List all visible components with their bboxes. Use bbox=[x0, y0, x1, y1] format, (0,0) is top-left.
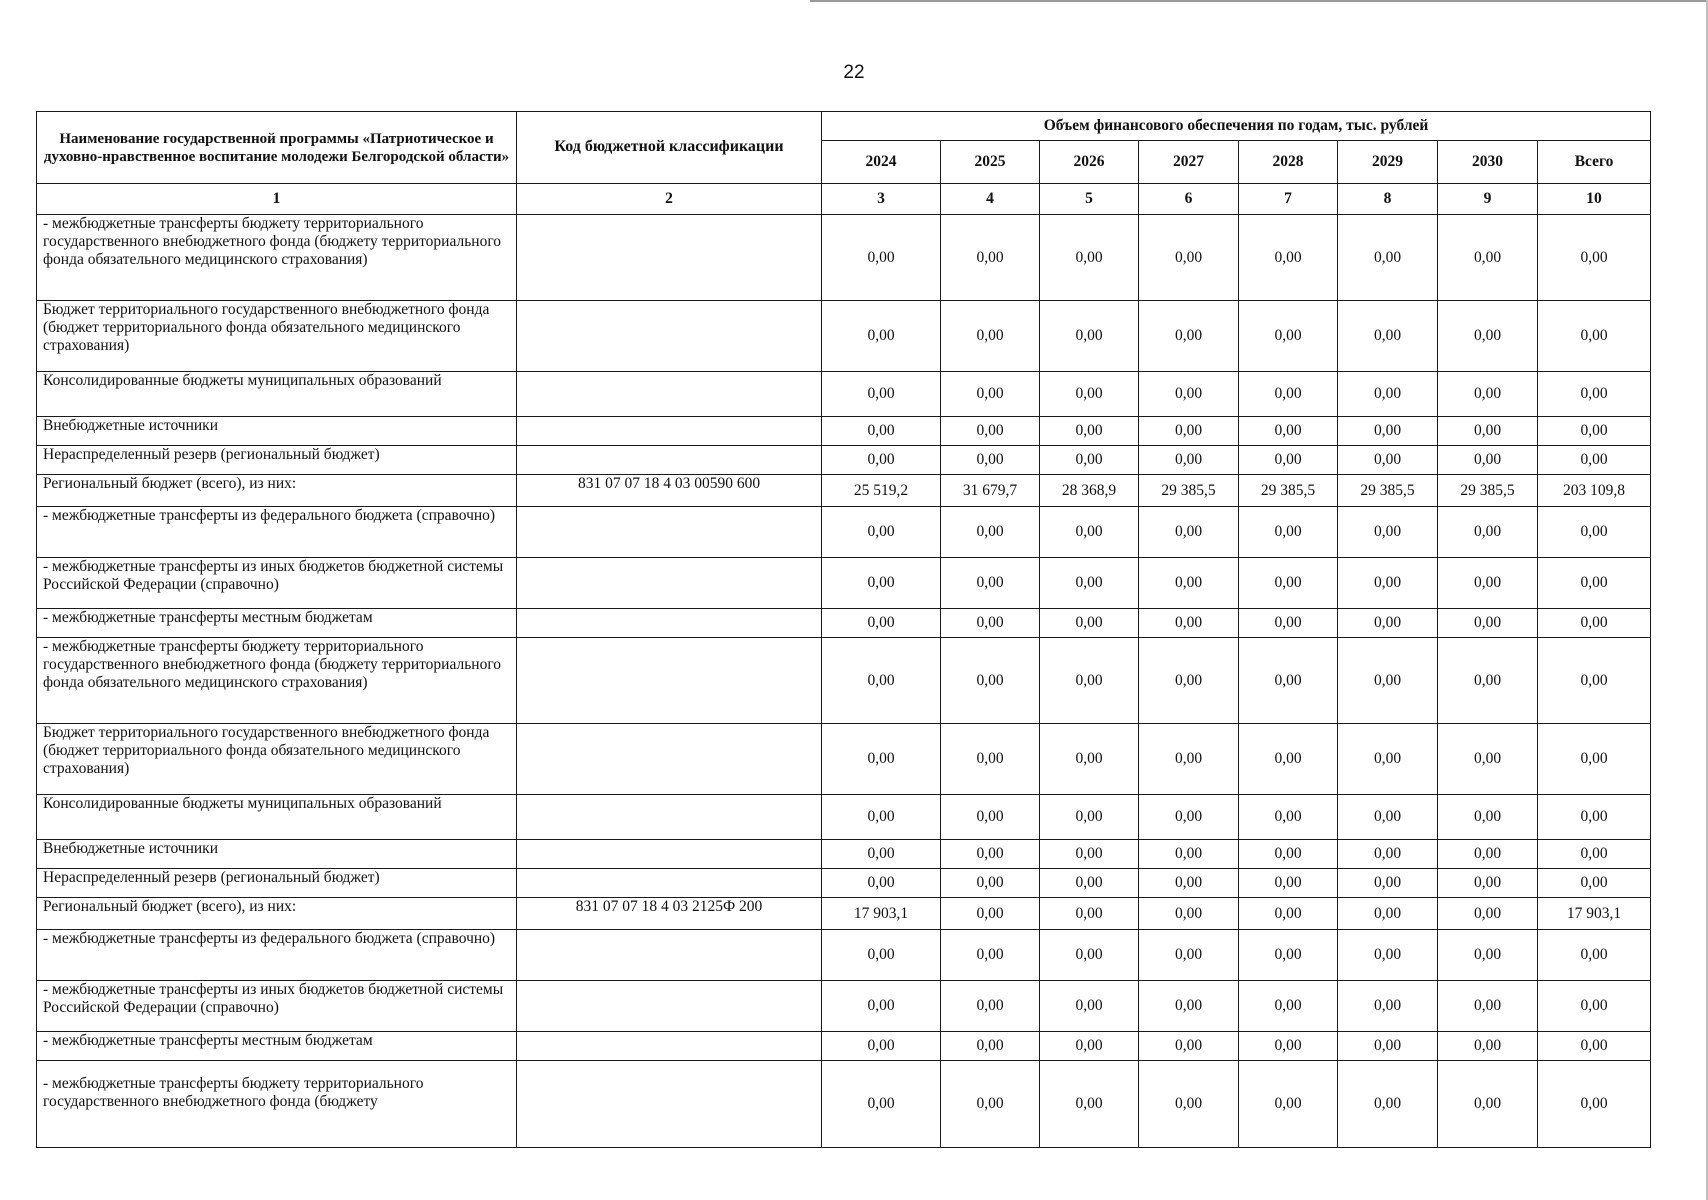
row-year-value: 0,00 bbox=[941, 1032, 1040, 1061]
row-year-value: 0,00 bbox=[1239, 1061, 1338, 1148]
row-year-value: 0,00 bbox=[822, 930, 941, 981]
row-year-value: 0,00 bbox=[1139, 840, 1239, 869]
header-program-name: Наименование государственной программы «Патриотическое и духовно-нравственное воспитание молодежи Белгородской области» bbox=[37, 112, 517, 184]
row-total-value: 17 903,1 bbox=[1538, 898, 1651, 930]
row-year-value: 0,00 bbox=[941, 930, 1040, 981]
row-year-value: 0,00 bbox=[941, 981, 1040, 1032]
row-budget-code bbox=[517, 869, 822, 898]
row-year-value: 0,00 bbox=[1139, 215, 1239, 301]
column-number: 9 bbox=[1438, 184, 1538, 215]
row-year-value: 0,00 bbox=[1438, 609, 1538, 638]
row-total-value: 0,00 bbox=[1538, 981, 1651, 1032]
column-number: 8 bbox=[1338, 184, 1438, 215]
row-year-value: 25 519,2 bbox=[822, 475, 941, 507]
row-year-value: 0,00 bbox=[1040, 1032, 1139, 1061]
table-row bbox=[37, 795, 1651, 840]
row-year-value: 0,00 bbox=[1239, 981, 1338, 1032]
row-year-value: 0,00 bbox=[941, 869, 1040, 898]
table-row bbox=[37, 609, 1651, 638]
row-year-value: 0,00 bbox=[1338, 507, 1438, 558]
row-year-value: 0,00 bbox=[1338, 869, 1438, 898]
row-budget-code bbox=[517, 301, 822, 372]
row-year-value: 0,00 bbox=[822, 795, 941, 840]
row-name: - межбюджетные трансферты из иных бюджетов бюджетной системы Российской Федерации (справочно) bbox=[37, 558, 517, 609]
row-year-value: 0,00 bbox=[1040, 372, 1139, 417]
row-year-value: 0,00 bbox=[822, 301, 941, 372]
row-year-value: 0,00 bbox=[1040, 1061, 1139, 1148]
row-budget-code bbox=[517, 446, 822, 475]
row-name: - межбюджетные трансферты бюджету территориального государственного внебюджетного фонда (бюджету bbox=[37, 1061, 517, 1148]
row-year-value: 0,00 bbox=[1040, 609, 1139, 638]
column-number: 3 bbox=[822, 184, 941, 215]
table-row bbox=[37, 446, 1651, 475]
row-year-value: 0,00 bbox=[941, 301, 1040, 372]
row-year-value: 0,00 bbox=[1338, 301, 1438, 372]
row-name: - межбюджетные трансферты бюджету территориального государственного внебюджетного фонда (бюджету территориального фонда обязательного медицинского страхования) bbox=[37, 638, 517, 724]
row-name: - межбюджетные трансферты из иных бюджетов бюджетной системы Российской Федерации (справочно) bbox=[37, 981, 517, 1032]
row-name: Внебюджетные источники bbox=[37, 417, 517, 446]
row-budget-code bbox=[517, 507, 822, 558]
row-year-value: 0,00 bbox=[1438, 981, 1538, 1032]
row-year-value: 0,00 bbox=[1239, 609, 1338, 638]
row-year-value: 0,00 bbox=[1338, 372, 1438, 417]
table-row bbox=[37, 1032, 1651, 1061]
row-year-value: 0,00 bbox=[822, 446, 941, 475]
row-year-value: 0,00 bbox=[1438, 1061, 1538, 1148]
row-year-value: 29 385,5 bbox=[1338, 475, 1438, 507]
header-year: 2024 bbox=[822, 141, 941, 184]
row-budget-code bbox=[517, 609, 822, 638]
row-year-value: 0,00 bbox=[1438, 869, 1538, 898]
row-name: Нераспределенный резерв (региональный бюджет) bbox=[37, 869, 517, 898]
column-number: 4 bbox=[941, 184, 1040, 215]
page-number: 22 bbox=[843, 62, 865, 83]
row-total-value: 0,00 bbox=[1538, 609, 1651, 638]
row-budget-code bbox=[517, 638, 822, 724]
row-total-value: 0,00 bbox=[1538, 446, 1651, 475]
row-year-value: 0,00 bbox=[1139, 507, 1239, 558]
row-year-value: 0,00 bbox=[1438, 840, 1538, 869]
row-year-value: 0,00 bbox=[941, 215, 1040, 301]
table-row bbox=[37, 215, 1651, 301]
row-year-value: 0,00 bbox=[1239, 840, 1338, 869]
row-year-value: 0,00 bbox=[1239, 215, 1338, 301]
row-year-value: 0,00 bbox=[941, 1061, 1040, 1148]
row-year-value: 0,00 bbox=[1239, 301, 1338, 372]
row-year-value: 0,00 bbox=[1438, 898, 1538, 930]
row-total-value: 0,00 bbox=[1538, 1061, 1651, 1148]
row-year-value: 0,00 bbox=[1040, 724, 1139, 795]
row-year-value: 0,00 bbox=[1139, 609, 1239, 638]
table-row bbox=[37, 507, 1651, 558]
row-name: Региональный бюджет (всего), из них: bbox=[37, 475, 517, 507]
row-year-value: 0,00 bbox=[1139, 558, 1239, 609]
row-year-value: 0,00 bbox=[1338, 417, 1438, 446]
table-row bbox=[37, 898, 1651, 930]
row-budget-code: 831 07 07 18 4 03 00590 600 bbox=[517, 475, 822, 507]
row-year-value: 0,00 bbox=[1239, 869, 1338, 898]
header-year: 2029 bbox=[1338, 141, 1438, 184]
row-year-value: 0,00 bbox=[1239, 558, 1338, 609]
scan-edge-top bbox=[810, 0, 1708, 2]
row-year-value: 0,00 bbox=[822, 724, 941, 795]
row-year-value: 0,00 bbox=[1040, 981, 1139, 1032]
row-year-value: 0,00 bbox=[822, 981, 941, 1032]
row-year-value: 0,00 bbox=[1139, 1032, 1239, 1061]
row-year-value: 0,00 bbox=[941, 795, 1040, 840]
row-year-value: 17 903,1 bbox=[822, 898, 941, 930]
row-budget-code bbox=[517, 795, 822, 840]
row-year-value: 0,00 bbox=[1239, 638, 1338, 724]
row-budget-code bbox=[517, 1032, 822, 1061]
row-year-value: 0,00 bbox=[822, 869, 941, 898]
row-year-value: 0,00 bbox=[1139, 898, 1239, 930]
table-row bbox=[37, 1061, 1651, 1148]
row-year-value: 0,00 bbox=[1438, 724, 1538, 795]
column-number: 10 bbox=[1538, 184, 1651, 215]
row-year-value: 0,00 bbox=[1239, 446, 1338, 475]
header-budget-code: Код бюджетной классификации bbox=[517, 112, 822, 184]
row-year-value: 0,00 bbox=[941, 372, 1040, 417]
row-name: - межбюджетные трансферты местным бюджетам bbox=[37, 1032, 517, 1061]
row-year-value: 0,00 bbox=[1040, 301, 1139, 372]
header-total: Всего bbox=[1538, 141, 1651, 184]
row-year-value: 0,00 bbox=[1139, 795, 1239, 840]
row-year-value: 0,00 bbox=[1338, 930, 1438, 981]
row-year-value: 0,00 bbox=[822, 609, 941, 638]
row-year-value: 0,00 bbox=[1139, 301, 1239, 372]
row-year-value: 0,00 bbox=[1040, 898, 1139, 930]
table-row bbox=[37, 930, 1651, 981]
row-year-value: 0,00 bbox=[1438, 417, 1538, 446]
table-row bbox=[37, 840, 1651, 869]
row-year-value: 0,00 bbox=[1338, 638, 1438, 724]
column-number: 2 bbox=[517, 184, 822, 215]
row-year-value: 0,00 bbox=[1139, 417, 1239, 446]
table-row bbox=[37, 724, 1651, 795]
table-row bbox=[37, 558, 1651, 609]
row-total-value: 0,00 bbox=[1538, 301, 1651, 372]
row-year-value: 0,00 bbox=[1239, 898, 1338, 930]
row-year-value: 29 385,5 bbox=[1139, 475, 1239, 507]
row-name: - межбюджетные трансферты из федерального бюджета (справочно) bbox=[37, 507, 517, 558]
row-budget-code bbox=[517, 372, 822, 417]
row-name: Бюджет территориального государственного внебюджетного фонда (бюджет территориального фонда обязательного медицинского страхования) bbox=[37, 724, 517, 795]
row-budget-code bbox=[517, 981, 822, 1032]
column-number: 6 bbox=[1139, 184, 1239, 215]
row-year-value: 0,00 bbox=[1438, 446, 1538, 475]
row-total-value: 0,00 bbox=[1538, 558, 1651, 609]
row-year-value: 0,00 bbox=[1040, 446, 1139, 475]
row-year-value: 0,00 bbox=[1338, 609, 1438, 638]
row-year-value: 0,00 bbox=[1338, 215, 1438, 301]
header-funding-group: Объем финансового обеспечения по годам, тыс. рублей bbox=[822, 112, 1651, 141]
row-year-value: 0,00 bbox=[1239, 724, 1338, 795]
row-year-value: 0,00 bbox=[1139, 724, 1239, 795]
row-name: Нераспределенный резерв (региональный бюджет) bbox=[37, 446, 517, 475]
column-number-row bbox=[37, 184, 1651, 215]
row-year-value: 0,00 bbox=[1338, 1032, 1438, 1061]
row-budget-code bbox=[517, 215, 822, 301]
row-year-value: 0,00 bbox=[1338, 840, 1438, 869]
row-year-value: 0,00 bbox=[941, 446, 1040, 475]
row-budget-code: 831 07 07 18 4 03 2125Ф 200 bbox=[517, 898, 822, 930]
row-year-value: 31 679,7 bbox=[941, 475, 1040, 507]
table-row bbox=[37, 869, 1651, 898]
row-budget-code bbox=[517, 930, 822, 981]
table-row bbox=[37, 638, 1651, 724]
row-year-value: 0,00 bbox=[941, 638, 1040, 724]
row-total-value: 0,00 bbox=[1538, 638, 1651, 724]
row-total-value: 0,00 bbox=[1538, 840, 1651, 869]
row-budget-code bbox=[517, 724, 822, 795]
row-year-value: 0,00 bbox=[1239, 507, 1338, 558]
column-number: 7 bbox=[1239, 184, 1338, 215]
row-year-value: 0,00 bbox=[1040, 507, 1139, 558]
row-year-value: 0,00 bbox=[1239, 1032, 1338, 1061]
row-year-value: 29 385,5 bbox=[1239, 475, 1338, 507]
row-year-value: 0,00 bbox=[941, 840, 1040, 869]
row-year-value: 0,00 bbox=[822, 638, 941, 724]
row-total-value: 0,00 bbox=[1538, 930, 1651, 981]
table-row bbox=[37, 301, 1651, 372]
row-total-value: 0,00 bbox=[1538, 869, 1651, 898]
column-number: 5 bbox=[1040, 184, 1139, 215]
table-row bbox=[37, 475, 1651, 507]
row-name: Региональный бюджет (всего), из них: bbox=[37, 898, 517, 930]
row-year-value: 0,00 bbox=[941, 609, 1040, 638]
row-year-value: 0,00 bbox=[1139, 446, 1239, 475]
row-total-value: 0,00 bbox=[1538, 724, 1651, 795]
row-year-value: 0,00 bbox=[1438, 215, 1538, 301]
row-year-value: 0,00 bbox=[1338, 446, 1438, 475]
row-year-value: 0,00 bbox=[1040, 930, 1139, 981]
table-row bbox=[37, 981, 1651, 1032]
row-total-value: 203 109,8 bbox=[1538, 475, 1651, 507]
row-total-value: 0,00 bbox=[1538, 795, 1651, 840]
header-year: 2025 bbox=[941, 141, 1040, 184]
row-year-value: 0,00 bbox=[822, 1061, 941, 1148]
row-year-value: 0,00 bbox=[822, 417, 941, 446]
row-name: Бюджет территориального государственного внебюджетного фонда (бюджет территориального фонда обязательного медицинского страхования) bbox=[37, 301, 517, 372]
header-row-top bbox=[37, 112, 1651, 141]
row-year-value: 0,00 bbox=[1139, 372, 1239, 417]
table-row bbox=[37, 417, 1651, 446]
header-year: 2027 bbox=[1139, 141, 1239, 184]
row-year-value: 0,00 bbox=[941, 898, 1040, 930]
row-year-value: 0,00 bbox=[1338, 981, 1438, 1032]
row-year-value: 0,00 bbox=[1040, 638, 1139, 724]
row-year-value: 0,00 bbox=[1338, 1061, 1438, 1148]
header-year: 2026 bbox=[1040, 141, 1139, 184]
row-total-value: 0,00 bbox=[1538, 507, 1651, 558]
row-year-value: 0,00 bbox=[1438, 558, 1538, 609]
row-name: Консолидированные бюджеты муниципальных образований bbox=[37, 372, 517, 417]
row-year-value: 0,00 bbox=[1139, 1061, 1239, 1148]
column-number: 1 bbox=[37, 184, 517, 215]
row-year-value: 0,00 bbox=[1338, 795, 1438, 840]
row-year-value: 0,00 bbox=[822, 372, 941, 417]
row-name: - межбюджетные трансферты из федерального бюджета (справочно) bbox=[37, 930, 517, 981]
row-year-value: 0,00 bbox=[1239, 417, 1338, 446]
row-total-value: 0,00 bbox=[1538, 372, 1651, 417]
row-name: Внебюджетные источники bbox=[37, 840, 517, 869]
row-total-value: 0,00 bbox=[1538, 1032, 1651, 1061]
table-body bbox=[37, 184, 1651, 1148]
row-year-value: 0,00 bbox=[1040, 558, 1139, 609]
row-total-value: 0,00 bbox=[1538, 215, 1651, 301]
row-budget-code bbox=[517, 840, 822, 869]
row-year-value: 29 385,5 bbox=[1438, 475, 1538, 507]
row-year-value: 0,00 bbox=[1438, 930, 1538, 981]
row-year-value: 0,00 bbox=[1338, 558, 1438, 609]
row-year-value: 0,00 bbox=[1438, 795, 1538, 840]
row-year-value: 0,00 bbox=[1338, 898, 1438, 930]
header-year: 2028 bbox=[1239, 141, 1338, 184]
row-year-value: 0,00 bbox=[1139, 638, 1239, 724]
row-year-value: 0,00 bbox=[822, 558, 941, 609]
row-year-value: 0,00 bbox=[941, 417, 1040, 446]
row-name: - межбюджетные трансферты бюджету территориального государственного внебюджетного фонда (бюджету территориального фонда обязательного медицинского страхования) bbox=[37, 215, 517, 301]
row-year-value: 28 368,9 bbox=[1040, 475, 1139, 507]
row-budget-code bbox=[517, 558, 822, 609]
row-name: Консолидированные бюджеты муниципальных образований bbox=[37, 795, 517, 840]
row-total-value: 0,00 bbox=[1538, 417, 1651, 446]
row-year-value: 0,00 bbox=[1438, 638, 1538, 724]
row-year-value: 0,00 bbox=[1438, 301, 1538, 372]
row-year-value: 0,00 bbox=[822, 840, 941, 869]
row-year-value: 0,00 bbox=[822, 215, 941, 301]
row-year-value: 0,00 bbox=[1139, 869, 1239, 898]
row-year-value: 0,00 bbox=[1239, 372, 1338, 417]
row-year-value: 0,00 bbox=[1438, 372, 1538, 417]
row-budget-code bbox=[517, 417, 822, 446]
row-year-value: 0,00 bbox=[1239, 795, 1338, 840]
row-year-value: 0,00 bbox=[941, 558, 1040, 609]
row-year-value: 0,00 bbox=[1040, 840, 1139, 869]
row-year-value: 0,00 bbox=[1438, 1032, 1538, 1061]
row-year-value: 0,00 bbox=[1040, 795, 1139, 840]
header-year: 2030 bbox=[1438, 141, 1538, 184]
row-year-value: 0,00 bbox=[822, 1032, 941, 1061]
row-budget-code bbox=[517, 1061, 822, 1148]
row-year-value: 0,00 bbox=[1239, 930, 1338, 981]
row-year-value: 0,00 bbox=[941, 724, 1040, 795]
row-year-value: 0,00 bbox=[1438, 507, 1538, 558]
funding-table bbox=[36, 111, 1651, 1148]
table-row bbox=[37, 372, 1651, 417]
row-year-value: 0,00 bbox=[822, 507, 941, 558]
row-year-value: 0,00 bbox=[1040, 215, 1139, 301]
row-year-value: 0,00 bbox=[1040, 869, 1139, 898]
row-year-value: 0,00 bbox=[1139, 930, 1239, 981]
row-year-value: 0,00 bbox=[1338, 724, 1438, 795]
row-name: - межбюджетные трансферты местным бюджетам bbox=[37, 609, 517, 638]
row-year-value: 0,00 bbox=[1139, 981, 1239, 1032]
row-year-value: 0,00 bbox=[941, 507, 1040, 558]
row-year-value: 0,00 bbox=[1040, 417, 1139, 446]
